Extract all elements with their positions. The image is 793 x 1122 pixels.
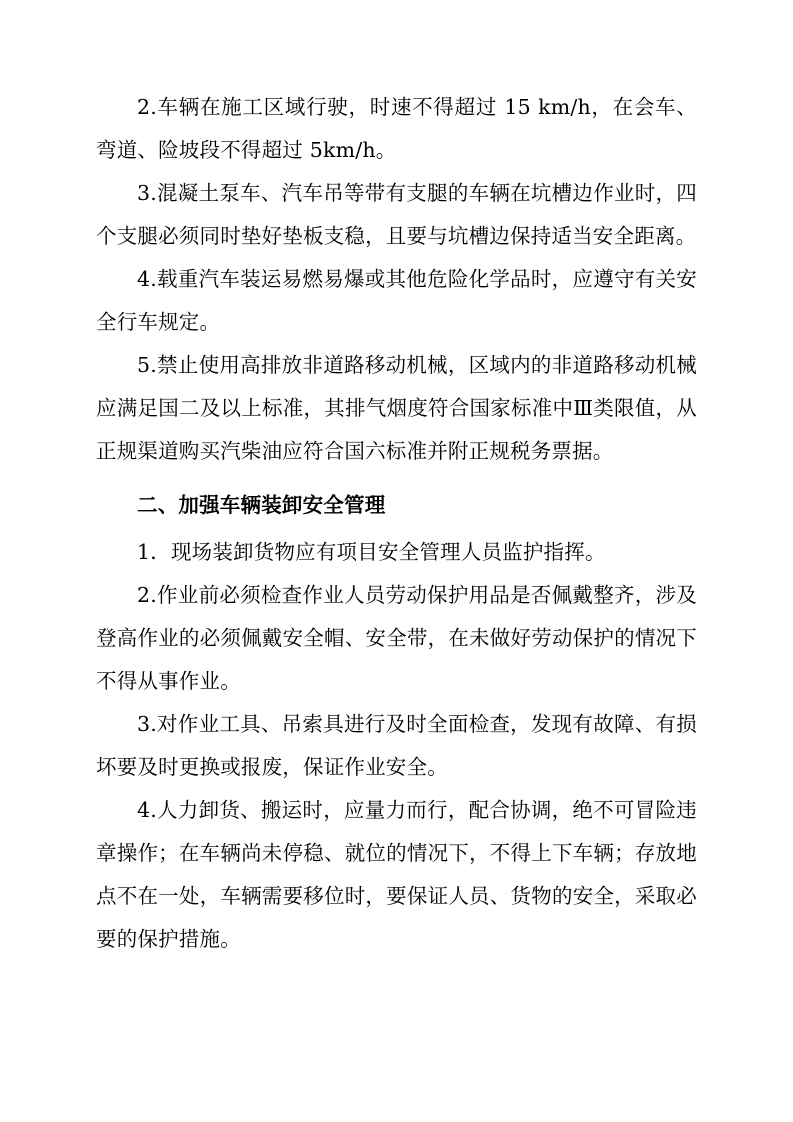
paragraph-item-2: 2.车辆在施工区域行驶，时速不得超过 15 km/h，在会车、弯道、险坡段不得超过 5km/h。: [96, 95, 697, 162]
paragraph-section2-item-4: 4.人力卸货、搬运时，应量力而行，配合协调，绝不可冒险违章操作；在车辆尚未停稳、就位的情况下，不得上下车辆；存放地点不在一处，车辆需要移位时，要保证人员、货物的安全，采取必要的保护措施。: [96, 798, 697, 951]
section-heading-two: 二、加强车辆装卸安全管理: [137, 493, 386, 517]
paragraph-item-4: 4.载重汽车装运易燃易爆或其他危险化学品时，应遵守有关安全行车规定。: [96, 267, 697, 334]
document-body: [96, 86, 697, 961]
paragraph-item-3: 3.混凝土泵车、汽车吊等带有支腿的车辆在坑槽边作业时，四个支腿必须同时垫好垫板支稳，且要与坑槽边保持适当安全距离。: [96, 181, 697, 248]
paragraph-section2-item-2: 2.作业前必须检查作业人员劳动保护用品是否佩戴整齐，涉及登高作业的必须佩戴安全帽、安全带，在未做好劳动保护的情况下不得从事作业。: [96, 583, 697, 693]
paragraph-section2-item-3: 3.对作业工具、吊索具进行及时全面检查，发现有故障、有损坏要及时更换或报废，保证作业安全。: [96, 712, 697, 779]
paragraph-item-5: 5.禁止使用高排放非道路移动机械，区域内的非道路移动机械应满足国二及以上标准，其排气烟度符合国家标准中Ⅲ类限值，从正规渠道购买汽柴油应符合国六标准并附正规税务票据。: [96, 353, 697, 463]
paragraph-section2-item-1: 1．现场装卸货物应有项目安全管理人员监护指挥。: [137, 540, 606, 564]
